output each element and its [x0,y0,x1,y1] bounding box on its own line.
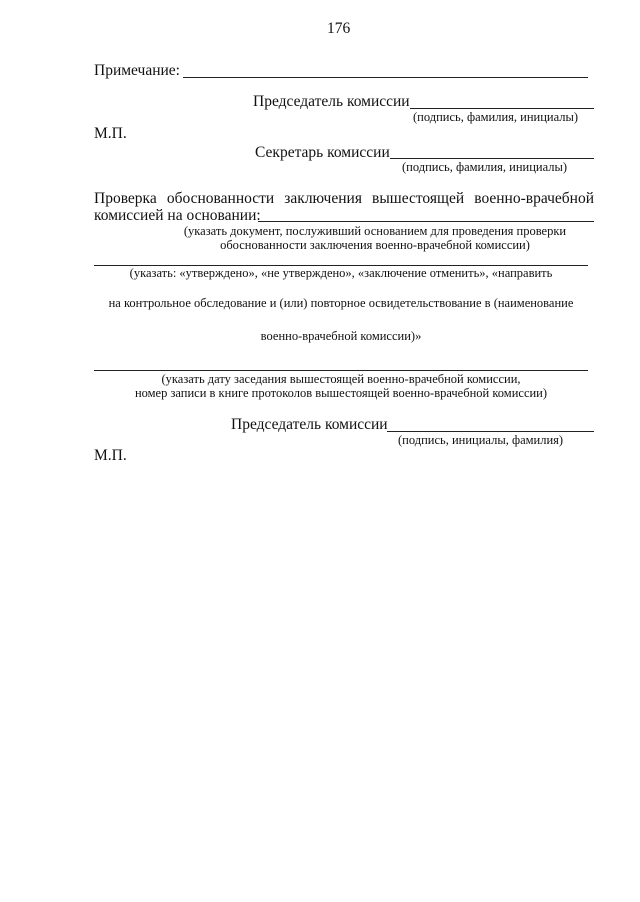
secretary-signature-hint: (подпись, фамилия, инициалы) [402,160,568,174]
check-paragraph-line-1: Проверка обоснованности заключения вышестоящей военно-врачебной [94,190,594,207]
basis-document-line [258,221,594,222]
chairman-label: Председатель комиссии [253,93,410,110]
meeting-date-hint-1: (указать дату заседания вышестоящей военно-врачебной комиссии, [161,372,521,386]
note-blank-line [183,77,588,78]
decision-hint-2: на контрольное обследование и (или) повторное освидетельствование в (наименование [108,296,574,310]
check-paragraph-line-2: комиссией на основании: [94,207,261,224]
chairman-signature-hint: (подпись, фамилия, инициалы) [413,110,579,124]
chairman-signature-hint-2: (подпись, инициалы, фамилия) [398,433,564,447]
meeting-date-line [94,370,588,371]
chairman-label-2: Председатель комиссии [231,416,388,433]
stamp-placeholder: М.П. [94,125,127,142]
basis-document-hint-2: обоснованности заключения военно-врачебной комиссии) [220,238,530,252]
chairman-signature-line [410,108,594,109]
meeting-date-hint-2: номер записи в книге протоколов вышестоящей военно-врачебной комиссии) [134,386,548,400]
secretary-label: Секретарь комиссии [255,144,390,161]
basis-document-hint-1: (указать документ, послуживший основанием для проведения проверки [183,224,567,238]
note-label: Примечание: [94,62,180,79]
chairman-signature-line-2 [387,431,594,432]
page-number: 176 [327,20,351,37]
decision-hint-3: военно-врачебной комиссии)» [260,329,422,343]
decision-hint-1: (указать: «утверждено», «не утверждено», «заключение отменить», «направить [129,266,553,280]
secretary-signature-line [390,158,594,159]
stamp-placeholder-2: М.П. [94,447,127,464]
